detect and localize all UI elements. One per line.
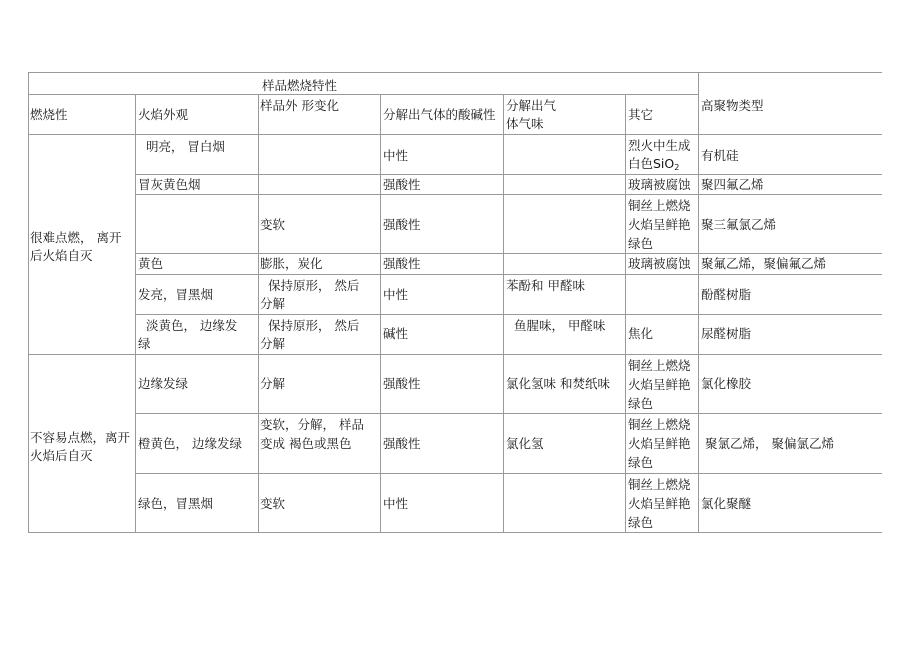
table-rule xyxy=(135,413,882,414)
acidity-cell: 强酸性 xyxy=(383,217,421,232)
flame-cell: 发亮，冒黑烟 xyxy=(138,287,214,302)
other-cell: 火焰呈鲜艳 xyxy=(628,436,691,451)
header-shape-change: 样品外 形变化 xyxy=(260,98,339,113)
other-cell: 绿色 xyxy=(628,396,654,411)
header-flame: 火焰外观 xyxy=(138,107,189,122)
table-rule xyxy=(135,274,882,275)
acidity-cell: 中性 xyxy=(383,496,409,511)
group-label: 很难点燃， 离开 xyxy=(30,230,122,245)
flame-cell: 绿 xyxy=(138,336,151,351)
table-rule xyxy=(28,94,698,95)
shape-cell: 分解 xyxy=(260,296,286,311)
table-rule xyxy=(135,94,136,533)
shape-cell: 变软 xyxy=(260,496,286,511)
header-gas-smell: 分解出气 xyxy=(506,98,557,113)
table-rule xyxy=(503,94,504,533)
shape-cell: 变软，分解， 样品 xyxy=(260,417,364,432)
other-cell: 火焰呈鲜艳 xyxy=(628,377,691,392)
shape-cell: 保持原形， 然后 xyxy=(260,318,360,333)
other-cell: 绿色 xyxy=(628,236,654,251)
flame-cell: 淡黄色， 边缘发 xyxy=(138,318,238,333)
smell-cell: 鱼腥味， 甲醛味 xyxy=(506,318,606,333)
other-cell: 铜丝上燃烧 xyxy=(628,358,691,373)
polymer-cell: 尿醛树脂 xyxy=(701,326,752,341)
smell-cell: 氯化氢味 和焚纸味 xyxy=(506,376,610,391)
header-other: 其它 xyxy=(628,107,654,122)
other-cell: 火焰呈鲜艳 xyxy=(628,217,691,232)
subscript: 2 xyxy=(674,163,680,172)
polymer-cell: 氯化聚醚 xyxy=(701,496,752,511)
smell-cell: 氯化氢 xyxy=(506,436,544,451)
flame-cell: 黄色 xyxy=(138,256,164,271)
other-cell: 绿色 xyxy=(628,515,654,530)
polymer-cell: 聚氯乙烯， 聚偏氯乙烯 xyxy=(701,436,834,451)
other-cell: 烈火中生成 xyxy=(628,138,691,153)
acidity-cell: 强酸性 xyxy=(383,436,421,451)
other-cell: 火焰呈鲜艳 xyxy=(628,496,691,511)
flame-cell: 绿色，冒黑烟 xyxy=(138,496,214,511)
acidity-cell: 碱性 xyxy=(383,326,409,341)
table-rule xyxy=(258,94,259,533)
flame-cell: 明亮， 冒白烟 xyxy=(138,139,225,154)
table-rule xyxy=(28,72,882,73)
table-rule xyxy=(135,314,882,315)
header-gas-acidity: 分解出气体的酸碱性 xyxy=(383,107,496,122)
table-rule xyxy=(28,72,29,533)
other-cell: 焦化 xyxy=(628,326,654,341)
polymer-cell: 酚醛树脂 xyxy=(701,287,752,302)
acidity-cell: 强酸性 xyxy=(383,177,421,192)
flame-cell: 橙黄色， 边缘发绿 xyxy=(138,436,242,451)
acidity-cell: 强酸性 xyxy=(383,376,421,391)
polymer-cell: 聚氟乙烯，聚偏氟乙烯 xyxy=(701,256,827,271)
other-cell: 玻璃被腐蚀 xyxy=(628,256,691,271)
group-label: 不容易点燃，离开 xyxy=(30,430,131,445)
table-rule xyxy=(28,134,882,135)
header-gas-smell: 体气味 xyxy=(506,116,544,131)
shape-cell: 变成 褐色或黑色 xyxy=(260,436,352,451)
header-combustibility: 燃烧性 xyxy=(30,107,68,122)
group-label: 火焰后自灭 xyxy=(30,448,93,463)
acidity-cell: 中性 xyxy=(383,287,409,302)
polymer-cell: 聚三氟氯乙烯 xyxy=(701,217,777,232)
shape-cell: 膨胀，炭化 xyxy=(260,256,323,271)
flame-cell: 边缘发绿 xyxy=(138,376,189,391)
other-cell: 绿色 xyxy=(628,455,654,470)
table-rule xyxy=(135,194,882,195)
shape-cell: 分解 xyxy=(260,336,286,351)
table-title: 样品燃烧特性 xyxy=(262,78,338,93)
table-rule xyxy=(380,94,381,533)
table-rule xyxy=(698,72,699,533)
header-polymer: 高聚物类型 xyxy=(701,98,764,113)
table-rule xyxy=(28,532,882,533)
other-cell xyxy=(628,154,679,173)
shape-cell: 变软 xyxy=(260,217,286,232)
acidity-cell: 中性 xyxy=(383,148,409,163)
table-rule xyxy=(625,94,626,533)
polymer-cell: 有机硅 xyxy=(701,148,739,163)
other-cell: 铜丝上燃烧 xyxy=(628,477,691,492)
other-cell: 铜丝上燃烧 xyxy=(628,198,691,213)
shape-cell: 保持原形， 然后 xyxy=(260,278,360,293)
table-rule xyxy=(135,473,882,474)
other-cell: 玻璃被腐蚀 xyxy=(628,177,691,192)
other-cell: 铜丝上燃烧 xyxy=(628,417,691,432)
polymer-cell: 氯化橡胶 xyxy=(701,376,752,391)
smell-cell: 苯酚和 甲醛味 xyxy=(506,278,585,293)
shape-cell: 分解 xyxy=(260,376,286,391)
group-label: 后火焰自灭 xyxy=(30,248,93,263)
polymer-cell: 聚四氟乙烯 xyxy=(701,177,764,192)
other-cell-text: 白色SiO xyxy=(628,156,675,171)
flame-cell: 冒灰黄色烟 xyxy=(138,177,201,192)
table-rule xyxy=(28,354,882,355)
table-rule xyxy=(135,174,882,175)
acidity-cell: 强酸性 xyxy=(383,256,421,271)
